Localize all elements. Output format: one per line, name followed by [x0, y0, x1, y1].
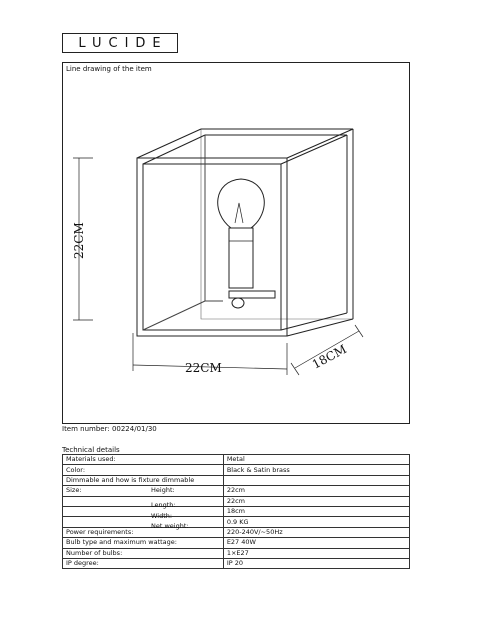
- table-row: [63, 496, 410, 506]
- spec-value: E27 40W: [223, 538, 409, 548]
- top-edge-left: [137, 129, 201, 158]
- bottom-left-edge: [143, 301, 205, 330]
- drawing-caption: Line drawing of the item: [66, 65, 152, 73]
- mount-bar-end: [232, 298, 244, 308]
- spec-value: 22cm: [223, 486, 409, 496]
- spec-label: Bulb type and maximum wattage:: [63, 538, 224, 548]
- table-row: [63, 455, 410, 465]
- spec-label: Size: Height:: [63, 486, 224, 496]
- top-edge-right: [287, 129, 353, 158]
- line-drawing-panel: [62, 62, 410, 424]
- bulb-filament: [235, 203, 243, 223]
- spec-label: Color:: [63, 465, 224, 475]
- table-row: [63, 548, 410, 558]
- spec-value: 0.9 KG: [223, 517, 409, 527]
- spec-value: Black & Satin brass: [223, 465, 409, 475]
- spec-label: [63, 496, 224, 510]
- table-row: [63, 538, 410, 548]
- table-row: [63, 465, 410, 475]
- width-dim-label: 22CM: [185, 361, 222, 375]
- brand-logo: [62, 33, 178, 53]
- spec-sublabel: Net weight:: [151, 522, 189, 531]
- table-row: [63, 506, 410, 516]
- spec-sublabel: Width:: [151, 511, 173, 520]
- table-row: [63, 558, 410, 568]
- item-number: Item number: 00224/01/30: [62, 425, 157, 433]
- spec-label: [63, 517, 224, 531]
- technical-details-title: Technical details: [62, 446, 120, 454]
- spec-label: Number of bulbs:: [63, 548, 224, 558]
- lamp-line-drawing: [63, 63, 411, 425]
- spec-value: 18cm: [223, 506, 409, 516]
- spec-value: 1×E27: [223, 548, 409, 558]
- spec-value: Metal: [223, 455, 409, 465]
- spec-label: Power requirements:: [63, 527, 224, 537]
- height-dim-label: 22CM: [72, 222, 86, 259]
- table-row: [63, 475, 410, 485]
- top-inner-edge: [143, 135, 205, 164]
- spec-label: Materials used:: [63, 455, 224, 465]
- spec-label: Dimmable and how is fixture dimmable: [63, 475, 224, 485]
- spec-value: [223, 475, 409, 485]
- bulb-socket: [229, 228, 253, 288]
- spec-value: 220-240V/~50Hz: [223, 527, 409, 537]
- spec-value: IP 20: [223, 558, 409, 568]
- bulb-glass: [218, 179, 265, 228]
- top-inner-right: [281, 135, 347, 164]
- brand-logo-text: LUCIDE: [78, 36, 168, 51]
- right-inner-bottom: [281, 313, 347, 330]
- spec-sublabel: Height:: [151, 486, 175, 495]
- right-bottom-edge: [287, 319, 353, 336]
- front-frame-outer: [137, 158, 287, 336]
- table-row: [63, 517, 410, 527]
- spec-label: [63, 506, 224, 520]
- table-row: [63, 486, 410, 496]
- spec-sublabel: Length:: [151, 501, 176, 510]
- spec-value: 22cm: [223, 496, 409, 506]
- depth-dim-label: 18CM: [309, 342, 349, 372]
- table-row: [63, 527, 410, 537]
- spec-label: IP degree:: [63, 558, 224, 568]
- technical-specs-table: [62, 454, 410, 569]
- mount-bar: [229, 291, 275, 298]
